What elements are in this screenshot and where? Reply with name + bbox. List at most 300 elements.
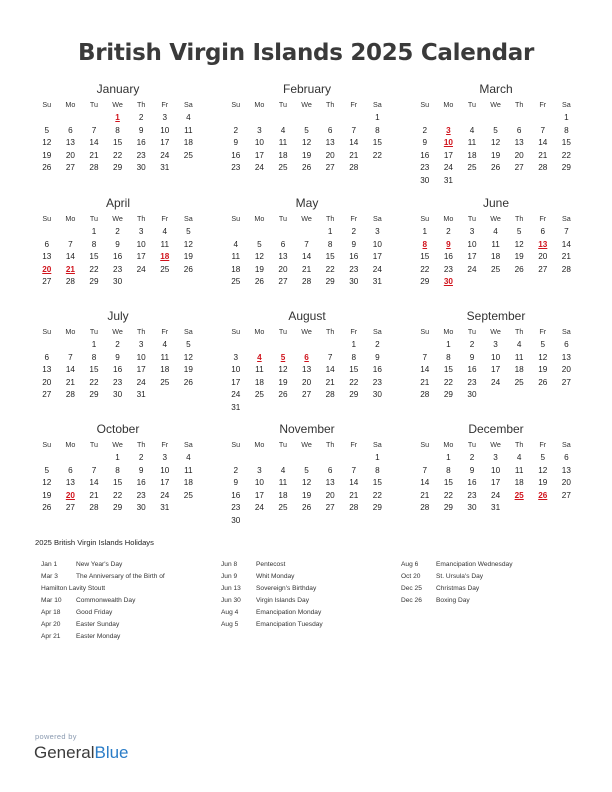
holiday-row [221, 583, 391, 595]
calendar-day: 3 [138, 227, 144, 236]
weekday-header: We [301, 440, 312, 449]
month-january [35, 82, 201, 175]
calendar-day: 29 [113, 503, 123, 513]
calendar-day: 13 [278, 252, 288, 262]
calendar-day: 24 [231, 390, 241, 400]
holiday-day: 5 [280, 352, 286, 362]
calendar-day: 2 [138, 453, 144, 462]
weekday-header: We [112, 100, 123, 109]
calendar-day: 13 [514, 138, 524, 148]
holiday-row [221, 571, 391, 583]
weekday-header: Tu [467, 100, 477, 109]
holiday-date: Mar 3 [41, 573, 58, 580]
weekday-header: Mo [254, 327, 265, 336]
calendar-day: 9 [469, 352, 475, 362]
calendar-day: 27 [65, 163, 75, 173]
calendar-day: 27 [325, 163, 335, 173]
calendar-day: 1 [327, 227, 333, 236]
calendar-day: 3 [257, 125, 262, 135]
calendar-day: 30 [231, 515, 241, 525]
calendar-day: 2 [469, 453, 475, 462]
calendar-day: 24 [136, 264, 146, 274]
month-days-grid [413, 98, 579, 188]
calendar-day: 29 [113, 163, 123, 173]
empty-day-cell [295, 339, 319, 352]
weekday-header: Sa [561, 100, 571, 109]
empty-day-cell [484, 112, 508, 125]
holiday-date: Jun 9 [221, 573, 238, 580]
calendar-day: 28 [325, 390, 335, 400]
calendar-day: 8 [375, 465, 380, 475]
calendar-day: 11 [278, 478, 288, 488]
holiday-name: Easter Sunday [76, 621, 120, 628]
calendar-day: 25 [278, 503, 288, 513]
calendar-day: 14 [420, 365, 430, 375]
calendar-day: 11 [184, 465, 193, 475]
weekday-header: Sa [561, 214, 571, 223]
calendar-day: 23 [231, 503, 241, 513]
calendar-day: 12 [491, 138, 501, 148]
calendar-day: 25 [278, 163, 288, 173]
calendar-day: 22 [89, 377, 99, 387]
weekday-header: Th [136, 440, 146, 449]
calendar-day: 21 [89, 150, 99, 160]
weekday-header: Tu [467, 440, 477, 449]
calendar-day: 8 [446, 465, 451, 475]
calendar-day: 2 [469, 340, 475, 349]
holiday-day: 10 [443, 138, 453, 148]
calendar-day: 8 [446, 352, 451, 362]
calendar-day: 4 [493, 227, 498, 236]
calendar-day: 14 [89, 478, 99, 488]
holiday-date: Oct 20 [401, 573, 421, 580]
weekday-header: Su [42, 440, 52, 449]
weekday-header: Fr [350, 100, 358, 109]
calendar-day: 28 [65, 390, 75, 400]
calendar-day: 3 [375, 227, 380, 236]
calendar-day: 25 [467, 163, 477, 173]
calendar-day: 16 [231, 490, 241, 500]
calendar-day: 26 [42, 503, 52, 513]
month-october [35, 422, 201, 515]
calendar-day: 23 [443, 264, 453, 274]
weekday-header: Th [325, 327, 335, 336]
generalblue-logo[interactable] [34, 743, 129, 763]
calendar-day: 18 [160, 365, 170, 375]
calendar-day: 8 [91, 239, 97, 249]
calendar-day: 15 [349, 365, 359, 375]
calendar-day: 7 [422, 352, 428, 362]
calendar-day: 9 [138, 465, 144, 475]
calendar-day: 5 [516, 227, 522, 236]
empty-day-cell [224, 339, 248, 352]
calendar-day: 21 [89, 490, 99, 500]
empty-day-cell [59, 226, 83, 239]
weekday-header: Fr [161, 214, 169, 223]
holiday-column [401, 559, 571, 607]
calendar-day: 21 [420, 490, 430, 500]
month-november [224, 422, 390, 528]
calendar-day: 20 [325, 150, 335, 160]
calendar-day: 20 [42, 377, 52, 387]
weekday-header: Mo [254, 214, 265, 223]
calendar-day: 30 [136, 163, 146, 173]
calendar-day: 15 [89, 252, 99, 262]
calendar-day: 21 [65, 377, 75, 387]
weekday-header: Sa [561, 440, 571, 449]
calendar-day: 7 [68, 352, 73, 362]
calendar-day: 24 [160, 490, 170, 500]
calendar-day: 20 [561, 478, 571, 488]
calendar-day: 9 [233, 478, 239, 488]
calendar-day: 25 [183, 490, 193, 500]
calendar-day: 19 [491, 150, 501, 160]
calendar-day: 15 [325, 252, 335, 262]
weekday-header: Su [42, 327, 52, 336]
calendar-day: 30 [349, 277, 359, 287]
calendar-day: 28 [89, 163, 99, 173]
empty-day-cell [82, 112, 106, 125]
weekday-header: Mo [443, 440, 454, 449]
calendar-day: 5 [304, 125, 309, 135]
calendar-day: 19 [538, 365, 548, 375]
calendar-day: 11 [278, 138, 288, 148]
brand-general: General [34, 743, 95, 762]
weekday-header: Mo [65, 100, 76, 109]
calendar-day: 10 [160, 125, 170, 135]
calendar-day: 9 [422, 138, 428, 148]
calendar-day: 12 [302, 478, 312, 488]
calendar-day: 4 [162, 340, 168, 349]
empty-day-cell [413, 339, 437, 352]
empty-day-cell [342, 452, 366, 465]
calendar-day: 26 [538, 377, 548, 387]
calendar-day: 27 [302, 390, 312, 400]
weekday-header: Su [420, 214, 430, 223]
weekday-header: Tu [278, 214, 288, 223]
calendar-day: 25 [491, 264, 501, 274]
month-days-grid [35, 325, 201, 402]
calendar-day: 31 [491, 503, 501, 513]
weekday-header: Th [136, 327, 146, 336]
calendar-day: 22 [420, 264, 430, 274]
calendar-day: 26 [302, 163, 312, 173]
holiday-name: Commonwealth Day [76, 597, 136, 604]
weekday-header: Mo [254, 440, 265, 449]
calendar-day: 17 [160, 138, 170, 148]
holiday-row [401, 571, 571, 583]
weekday-header: Fr [539, 327, 547, 336]
calendar-day: 7 [351, 125, 357, 135]
weekday-header: Su [42, 214, 52, 223]
calendar-day: 14 [349, 478, 359, 488]
calendar-day: 22 [372, 150, 382, 160]
calendar-day: 23 [420, 163, 430, 173]
holiday-name: St. Ursula's Day [436, 573, 484, 580]
empty-day-cell [35, 339, 59, 352]
calendar-day: 7 [351, 465, 357, 475]
calendar-day: 7 [422, 465, 428, 475]
calendar-day: 6 [327, 465, 333, 475]
calendar-day: 12 [514, 239, 524, 249]
calendar-day: 18 [183, 138, 193, 148]
holiday-row [221, 607, 391, 619]
holiday-day: 26 [538, 490, 548, 500]
calendar-day: 18 [231, 264, 241, 274]
weekday-header: We [112, 327, 123, 336]
calendar-day: 25 [254, 390, 264, 400]
calendar-day: 2 [115, 227, 120, 236]
calendar-day: 20 [65, 150, 75, 160]
calendar-day: 16 [136, 478, 146, 488]
weekday-header: Sa [183, 100, 193, 109]
calendar-day: 7 [327, 352, 333, 362]
calendar-day: 22 [89, 264, 99, 274]
calendar-day: 21 [349, 150, 359, 160]
holiday-date: Apr 20 [41, 621, 61, 628]
calendar-day: 20 [538, 252, 548, 262]
calendar-day: 16 [443, 252, 453, 262]
calendar-day: 10 [136, 239, 146, 249]
weekday-header: Fr [539, 214, 547, 223]
calendar-day: 5 [540, 340, 546, 349]
empty-day-cell [224, 226, 248, 239]
calendar-day: 14 [538, 138, 548, 148]
calendar-day: 27 [325, 503, 335, 513]
calendar-day: 31 [136, 390, 146, 400]
calendar-day: 15 [443, 365, 453, 375]
weekday-header: Fr [161, 327, 169, 336]
calendar-day: 6 [327, 125, 333, 135]
calendar-day: 13 [302, 365, 312, 375]
weekday-header: We [301, 327, 312, 336]
calendar-day: 26 [302, 503, 312, 513]
holiday-date: Dec 25 [401, 585, 422, 592]
holiday-date: Aug 6 [401, 561, 419, 568]
calendar-day: 27 [42, 390, 52, 400]
calendar-day: 19 [514, 252, 524, 262]
holiday-day: 3 [446, 125, 451, 135]
calendar-day: 1 [351, 340, 357, 349]
calendar-day: 10 [491, 352, 501, 362]
calendar-day: 4 [186, 453, 191, 462]
empty-day-cell [224, 452, 248, 465]
calendar-day: 7 [91, 125, 97, 135]
empty-day-cell [460, 112, 484, 125]
calendar-day: 31 [160, 163, 170, 173]
calendar-day: 6 [540, 227, 546, 236]
calendar-day: 26 [183, 377, 193, 387]
calendar-day: 13 [561, 465, 571, 475]
calendar-day: 29 [372, 503, 382, 513]
calendar-day: 1 [564, 113, 569, 122]
calendar-day: 25 [183, 150, 193, 160]
empty-day-cell [271, 226, 295, 239]
weekday-header: We [112, 440, 123, 449]
calendar-day: 17 [136, 252, 146, 262]
calendar-day: 23 [136, 150, 146, 160]
calendar-day: 15 [113, 478, 123, 488]
weekday-header: Mo [254, 100, 265, 109]
calendar-day: 3 [469, 227, 475, 236]
empty-day-cell [295, 452, 319, 465]
month-days-grid [413, 438, 579, 515]
calendar-day: 18 [467, 150, 477, 160]
holiday-day: 25 [514, 490, 524, 500]
weekday-header: Sa [372, 100, 382, 109]
calendar-day: 16 [231, 150, 241, 160]
calendar-day: 2 [351, 227, 357, 236]
calendar-day: 10 [254, 478, 264, 488]
calendar-day: 15 [372, 138, 382, 148]
calendar-day: 19 [302, 150, 312, 160]
month-name: March [479, 82, 513, 96]
calendar-day: 10 [254, 138, 264, 148]
calendar-day: 17 [231, 377, 241, 387]
calendar-day: 30 [136, 503, 146, 513]
weekday-header: Fr [161, 100, 169, 109]
calendar-day: 9 [115, 352, 120, 362]
calendar-day: 4 [516, 340, 522, 349]
holiday-date: Mar 10 [41, 597, 62, 604]
weekday-header: Th [325, 214, 335, 223]
empty-day-cell [35, 452, 59, 465]
weekday-header: Su [420, 327, 430, 336]
calendar-day: 28 [420, 503, 430, 513]
calendar-day: 17 [467, 252, 477, 262]
calendar-day: 19 [302, 490, 312, 500]
calendar-day: 12 [278, 365, 288, 375]
empty-day-cell [248, 112, 272, 125]
calendar-day: 27 [65, 503, 75, 513]
holiday-date: Apr 21 [41, 633, 61, 640]
empty-day-cell [35, 226, 59, 239]
calendar-day: 23 [113, 377, 123, 387]
empty-day-cell [507, 112, 531, 125]
calendar-day: 9 [351, 239, 357, 249]
calendar-day: 2 [446, 227, 451, 236]
calendar-day: 12 [42, 478, 52, 488]
calendar-day: 12 [538, 352, 548, 362]
calendar-day: 17 [136, 365, 146, 375]
weekday-header: Mo [65, 214, 76, 223]
page-title: British Virgin Islands 2025 Calendar [77, 40, 535, 66]
empty-day-cell [59, 452, 83, 465]
calendar-day: 31 [443, 175, 453, 185]
calendar-day: 31 [160, 503, 170, 513]
calendar-day: 8 [375, 125, 380, 135]
weekday-header: Tu [278, 327, 288, 336]
calendar-day: 13 [561, 352, 571, 362]
calendar-day: 4 [280, 125, 286, 135]
empty-day-cell [318, 112, 342, 125]
calendar-day: 8 [327, 239, 333, 249]
calendar-day: 5 [44, 125, 50, 135]
calendar-day: 4 [280, 465, 286, 475]
holiday-name: The Anniversary of the Birth of [76, 573, 165, 580]
weekday-header: Sa [372, 327, 382, 336]
weekday-header: Fr [539, 440, 547, 449]
calendar-day: 18 [514, 478, 524, 488]
calendar-day: 8 [115, 465, 120, 475]
calendar-day: 2 [375, 340, 380, 349]
calendar-day: 22 [325, 264, 335, 274]
calendar-day: 2 [233, 125, 239, 135]
calendar-day: 30 [113, 390, 123, 400]
calendar-day: 15 [420, 252, 430, 262]
calendar-day: 6 [68, 125, 73, 135]
holiday-name-continuation: Hamilton Lavity Stoutt [41, 585, 106, 592]
weekday-header: Su [420, 440, 430, 449]
holiday-name: Whit Monday [256, 573, 295, 580]
holiday-row [401, 595, 571, 607]
calendar-day: 20 [302, 377, 312, 387]
calendar-day: 16 [420, 150, 430, 160]
calendar-day: 11 [160, 352, 170, 362]
calendar-day: 11 [491, 239, 500, 249]
calendar-day: 14 [89, 138, 99, 148]
holiday-date: Jun 13 [221, 585, 241, 592]
month-name: January [96, 82, 140, 96]
weekday-header: We [112, 214, 123, 223]
calendar-day: 2 [422, 125, 428, 135]
calendar-day: 18 [278, 490, 288, 500]
calendar-day: 31 [231, 402, 241, 412]
calendar-day: 2 [138, 113, 144, 122]
weekday-header: Su [420, 100, 430, 109]
calendar-day: 24 [254, 163, 264, 173]
holiday-day: 30 [443, 277, 453, 287]
holiday-date: Aug 4 [221, 609, 239, 616]
holiday-column [221, 559, 391, 631]
calendar-day: 17 [443, 150, 453, 160]
holiday-day: 9 [446, 239, 451, 249]
calendar-day: 22 [443, 490, 453, 500]
calendar-day: 16 [467, 365, 477, 375]
calendar-day: 10 [231, 365, 241, 375]
calendar-day: 24 [467, 264, 477, 274]
calendar-day: 18 [183, 478, 193, 488]
holiday-day: 13 [538, 239, 548, 249]
calendar-day: 17 [491, 478, 501, 488]
month-september [413, 309, 579, 402]
calendar-day: 30 [113, 277, 123, 287]
calendar-day: 8 [115, 125, 120, 135]
holiday-name: Boxing Day [436, 597, 470, 604]
calendar-day: 26 [42, 163, 52, 173]
month-name: September [466, 309, 526, 323]
calendar-day: 4 [162, 227, 168, 236]
calendar-day: 25 [231, 277, 241, 287]
calendar-day: 23 [113, 264, 123, 274]
calendar-day: 11 [184, 125, 193, 135]
calendar-day: 23 [136, 490, 146, 500]
calendar-day: 6 [44, 239, 50, 249]
holiday-row [401, 559, 571, 571]
calendar-day: 3 [493, 453, 498, 462]
calendar-day: 29 [89, 277, 99, 287]
calendar-day: 24 [491, 377, 501, 387]
calendar-day: 11 [467, 138, 477, 148]
holiday-name: Easter Monday [76, 633, 121, 640]
weekday-header: Su [42, 100, 52, 109]
calendar-day: 11 [255, 365, 264, 375]
weekday-header: Sa [561, 327, 571, 336]
calendar-day: 18 [491, 252, 501, 262]
weekday-header: Tu [89, 214, 99, 223]
calendar-day: 24 [136, 377, 146, 387]
month-name: November [279, 422, 335, 436]
